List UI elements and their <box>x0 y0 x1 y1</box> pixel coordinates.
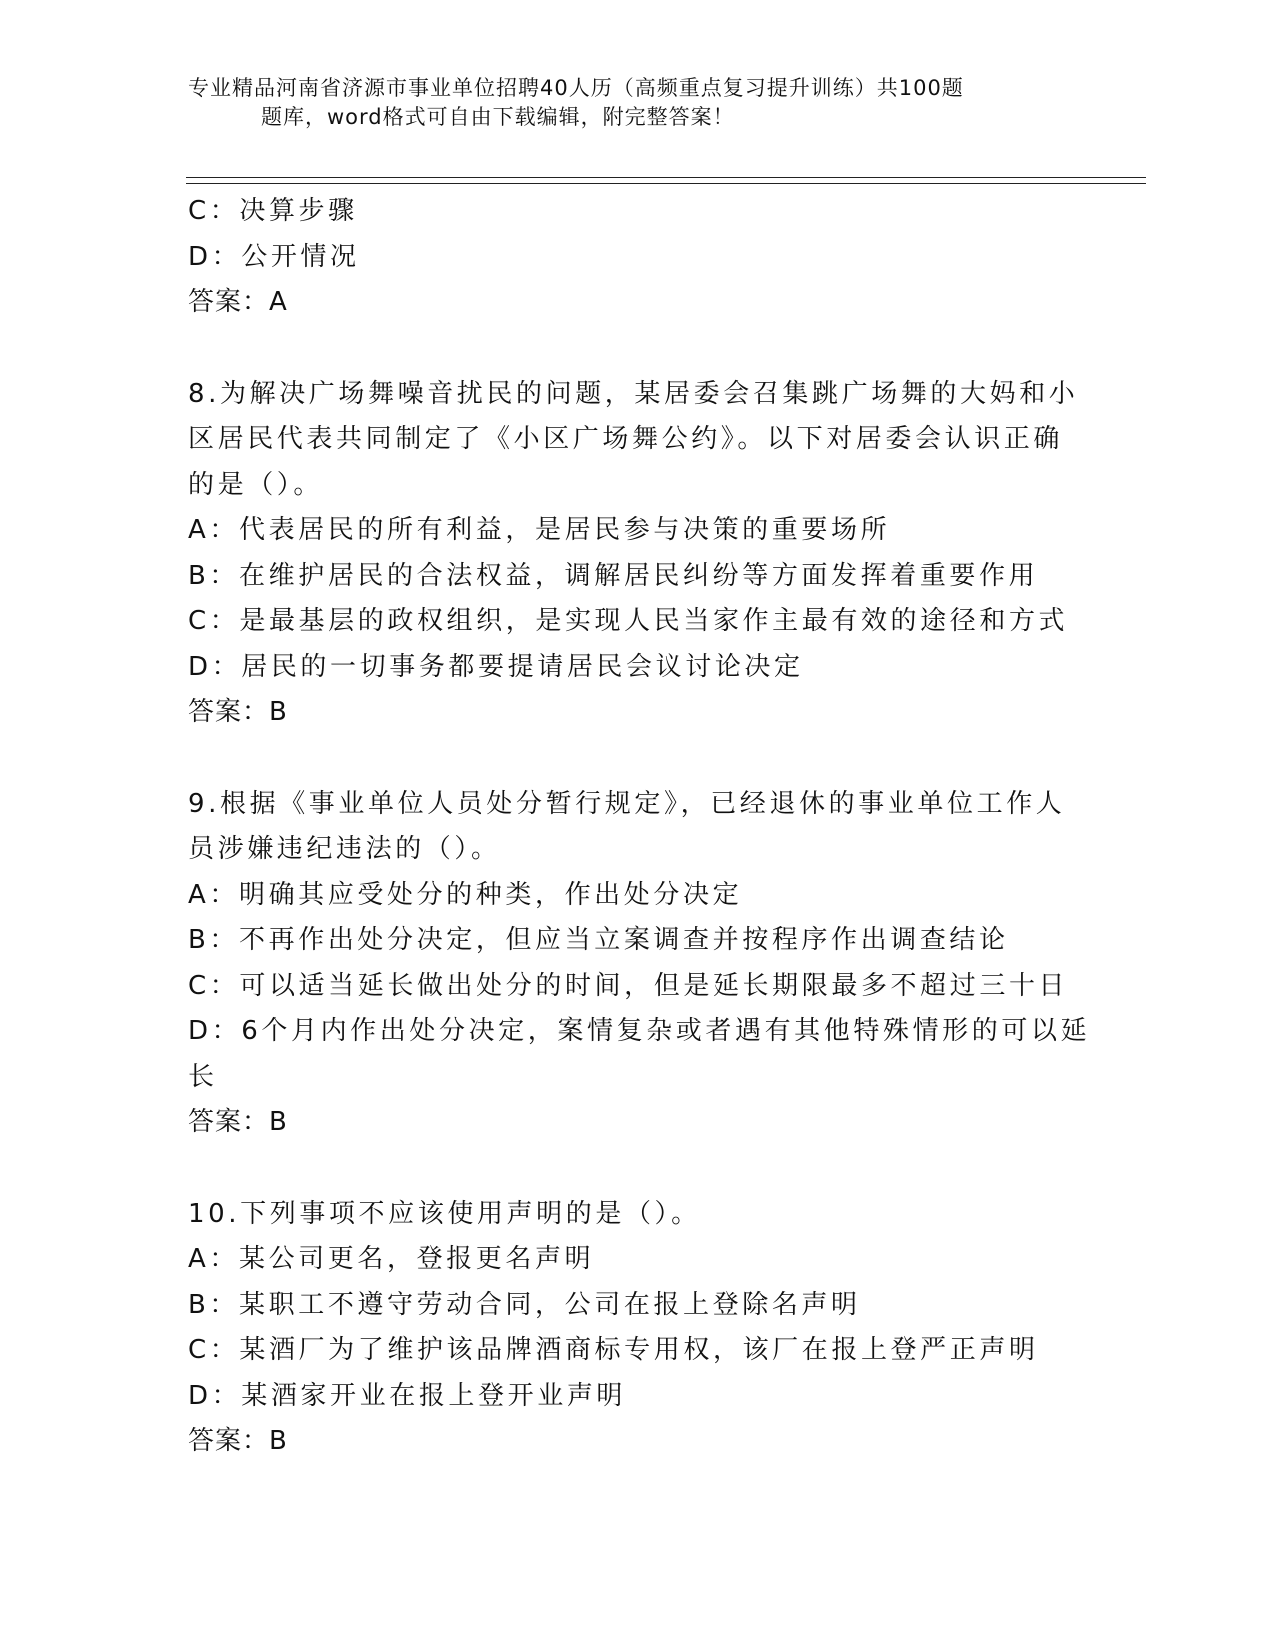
spacer <box>188 326 1068 372</box>
question-8 <box>188 372 1079 736</box>
option-b: B：在维护居民的合法权益，调解居民纠纷等方面发挥着重要作用 <box>188 560 1039 591</box>
question-stem-line: 8.为解决广场舞噪音扰民的问题，某居委会召集跳广场舞的大妈和小 <box>188 378 1079 409</box>
carryover-question <box>188 189 1068 326</box>
question-stem-line: 区居民代表共同制定了《小区广场舞公约》。以下对居委会认识正确 <box>188 424 1064 454</box>
option-a: A：某公司更名，登报更名声明 <box>188 1244 595 1274</box>
header-title-line-1: 专业精品河南省济源市事业单位招聘40人历（高频重点复习提升训练）共100题 <box>188 76 964 100</box>
option-b: B：某职工不遵守劳动合同，公司在报上登除名声明 <box>188 1289 861 1320</box>
option-c: C：可以适当延长做出处分的时间，但是延长期限最多不超过三十日 <box>188 970 1069 1001</box>
question-10 <box>188 1192 1068 1465</box>
question-stem-line: 员涉嫌违纪违法的（）。 <box>188 834 501 864</box>
document-header <box>188 74 1088 132</box>
spacer <box>188 736 1068 782</box>
question-9 <box>188 782 1091 1146</box>
spacer <box>188 1146 1068 1192</box>
option-d: D：某酒家开业在报上登开业声明 <box>188 1380 627 1411</box>
option-a: A：代表居民的所有利益，是居民参与决策的重要场所 <box>188 515 891 545</box>
question-stem-line: 9.根据《事业单位人员处分暂行规定》，已经退休的事业单位工作人 <box>188 788 1066 819</box>
answer-line: 答案：B <box>188 1107 288 1137</box>
option-d: D：公开情况 <box>188 241 360 272</box>
option-c: C：决算步骤 <box>188 196 358 226</box>
question-stem-line: 10.下列事项不应该使用声明的是（）。 <box>188 1198 701 1229</box>
answer-line: 答案：B <box>188 1426 288 1456</box>
header-title-line-2: 题库，word格式可自由下载编辑，附完整答案！ <box>261 105 735 129</box>
option-d: D：6个月内作出处分决定，案情复杂或者遇有其他特殊情形的可以延 <box>188 1016 1091 1046</box>
question-content <box>188 189 1091 1465</box>
option-b: B：不再作出处分决定，但应当立案调查并按程序作出调查结论 <box>188 925 1009 955</box>
header-rule-thick <box>186 183 1146 184</box>
option-d-continued: 长 <box>188 1061 218 1092</box>
answer-line: 答案：B <box>188 697 288 727</box>
option-c: C：某酒厂为了维护该品牌酒商标专用权，该厂在报上登严正声明 <box>188 1335 1039 1365</box>
option-a: A：明确其应受处分的种类，作出处分决定 <box>188 879 743 910</box>
option-d: D：居民的一切事务都要提请居民会议讨论决定 <box>188 651 804 682</box>
question-stem-line: 的是（）。 <box>188 469 324 500</box>
header-rule-thin <box>186 177 1146 178</box>
answer-line: 答案：A <box>188 287 288 317</box>
option-c: C：是最基层的政权组织，是实现人民当家作主最有效的途径和方式 <box>188 606 1069 636</box>
